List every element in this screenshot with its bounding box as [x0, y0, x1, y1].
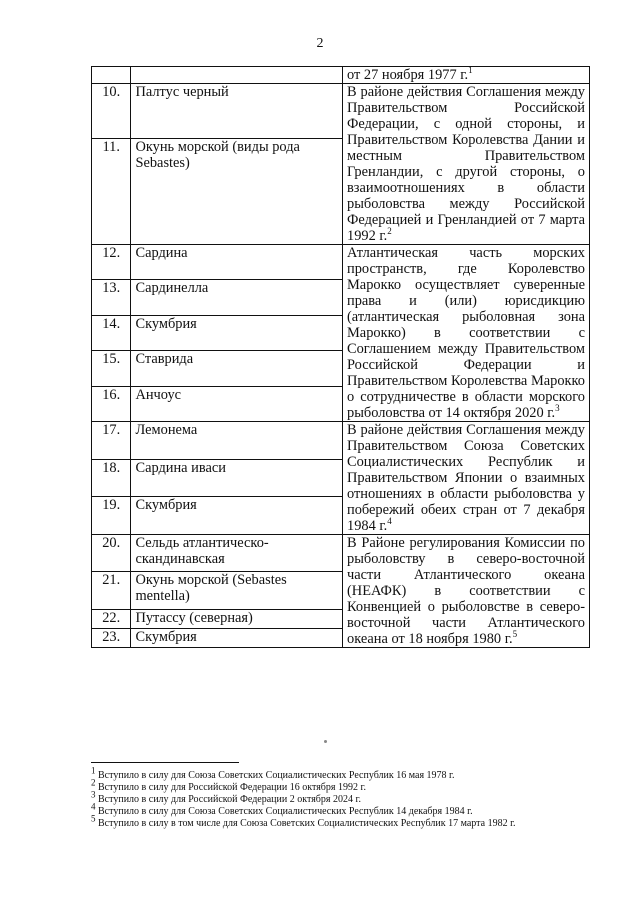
footnote-ref: 2 — [387, 226, 392, 237]
table-row — [92, 422, 590, 460]
footnote-mark: 3 — [91, 789, 96, 800]
row-number-cell: 19. — [92, 497, 131, 535]
page-number: 2 — [316, 36, 324, 51]
species-cell: Сардинелла — [131, 280, 343, 315]
row-number-cell: 22. — [92, 609, 131, 628]
row-number-cell: 15. — [92, 351, 131, 386]
basis-cell — [343, 422, 590, 535]
footnote — [91, 777, 611, 794]
species-cell: Ставрида — [131, 351, 343, 386]
row-number-cell: 13. — [92, 280, 131, 315]
footnote-ref: 3 — [555, 403, 560, 414]
row-number-cell: 11. — [92, 138, 131, 244]
row-number-cell: 12. — [92, 245, 131, 280]
basis-cell — [343, 535, 590, 648]
species-cell: Окунь морской (Sebastes mentella) — [131, 572, 343, 609]
row-number-cell: 20. — [92, 535, 131, 572]
species-table — [91, 66, 590, 648]
species-cell: Скумбрия — [131, 497, 343, 535]
species-cell: Окунь морской (виды рода Sebastes) — [131, 138, 343, 244]
footnote — [91, 813, 611, 830]
footnote-text: Вступило в силу для Российской Федерации 2 октября 2024 г. — [98, 794, 361, 805]
species-cell: Скумбрия — [131, 315, 343, 350]
footnote-mark: 5 — [91, 813, 96, 824]
footnote-ref: 1 — [468, 65, 473, 76]
basis-cell — [343, 67, 590, 84]
row-number-cell: 14. — [92, 315, 131, 350]
species-cell: Палтус черный — [131, 84, 343, 139]
row-number-cell: 17. — [92, 422, 131, 460]
species-cell: Скумбрия — [131, 628, 343, 647]
basis-text: В районе действия Соглашения между Правительством Российской Федерации, с одной стороны, и Правительством Королевства Дании и местным Правительством Гренландии, с другой стороны, о взаимоотношениях в области рыболовства между Российской Федерацией и Гренландией от 7 марта 1992 г. — [347, 84, 585, 244]
basis-cell — [343, 84, 590, 245]
footnote-mark: 4 — [91, 801, 96, 812]
species-cell: Сардина — [131, 245, 343, 280]
footnote-mark: 2 — [91, 777, 96, 788]
species-cell: Анчоус — [131, 386, 343, 421]
footnote — [91, 789, 611, 806]
footnote-mark: 1 — [91, 765, 96, 776]
footnote-text: Вступило в силу для Союза Советских Социалистических Республик 14 декабря 1984 г. — [98, 806, 473, 817]
footnote — [91, 765, 611, 782]
basis-text: В Районе регулирования Комиссии по рыболовству в северо-восточной части Атлантического океана (НЕАФК) в соответствии с Конвенцией о рыболовстве в северо-восточной части Атлантического океана от 18 ноября 1980 г. — [347, 535, 585, 647]
species-cell: Сельдь атлантическо-скандинавская — [131, 535, 343, 572]
row-number-cell: 21. — [92, 572, 131, 609]
species-cell — [131, 67, 343, 84]
footnote-text: Вступило в силу в том числе для Союза Советских Социалистических Республик 17 марта 1982 г. — [98, 818, 516, 829]
table-row-continuation — [92, 67, 590, 84]
basis-text: В районе действия Соглашения между Правительством Союза Советских Социалистических Республик и Правительством Японии о взаимных отношениях в области рыболовства у побережий обеих стран от 7 декабря 1984 г. — [347, 422, 585, 534]
footnote-ref: 5 — [512, 629, 518, 640]
footnote-text: Вступило в силу для Российской Федерации 16 октября 1992 г. — [98, 782, 366, 793]
basis-text: Атлантическая часть морских пространств, где Королевство Марокко осуществляет суверенные права и (или) юрисдикцию (атлантическая рыболовная зона Марокко) в соответствии с Соглашением между Правительством Российской Федерации и Правительством Королевства Марокко о сотрудничестве в области морского рыболовства от 14 октября 2020 г. — [347, 245, 585, 421]
row-number-cell: 16. — [92, 386, 131, 421]
species-cell: Сардина иваси — [131, 459, 343, 497]
basis-cell — [343, 245, 590, 422]
row-number-cell: 10. — [92, 84, 131, 139]
footnotes — [91, 765, 611, 830]
basis-text: от 27 ноября 1977 г. — [347, 67, 469, 83]
species-cell: Лемонема — [131, 422, 343, 460]
species-cell: Путассу (северная) — [131, 609, 343, 628]
table-row — [92, 84, 590, 139]
row-number-cell: 18. — [92, 459, 131, 497]
footnote-ref: 4 — [387, 516, 392, 527]
row-number-cell: 23. — [92, 628, 131, 647]
table-row — [92, 245, 590, 280]
footnote — [91, 801, 611, 818]
footnote-separator — [91, 762, 239, 763]
row-number-cell — [92, 67, 131, 84]
table-row — [92, 535, 590, 572]
decorative-dot — [324, 740, 327, 743]
footnote-text: Вступило в силу для Союза Советских Социалистических Республик 16 мая 1978 г. — [98, 770, 455, 781]
